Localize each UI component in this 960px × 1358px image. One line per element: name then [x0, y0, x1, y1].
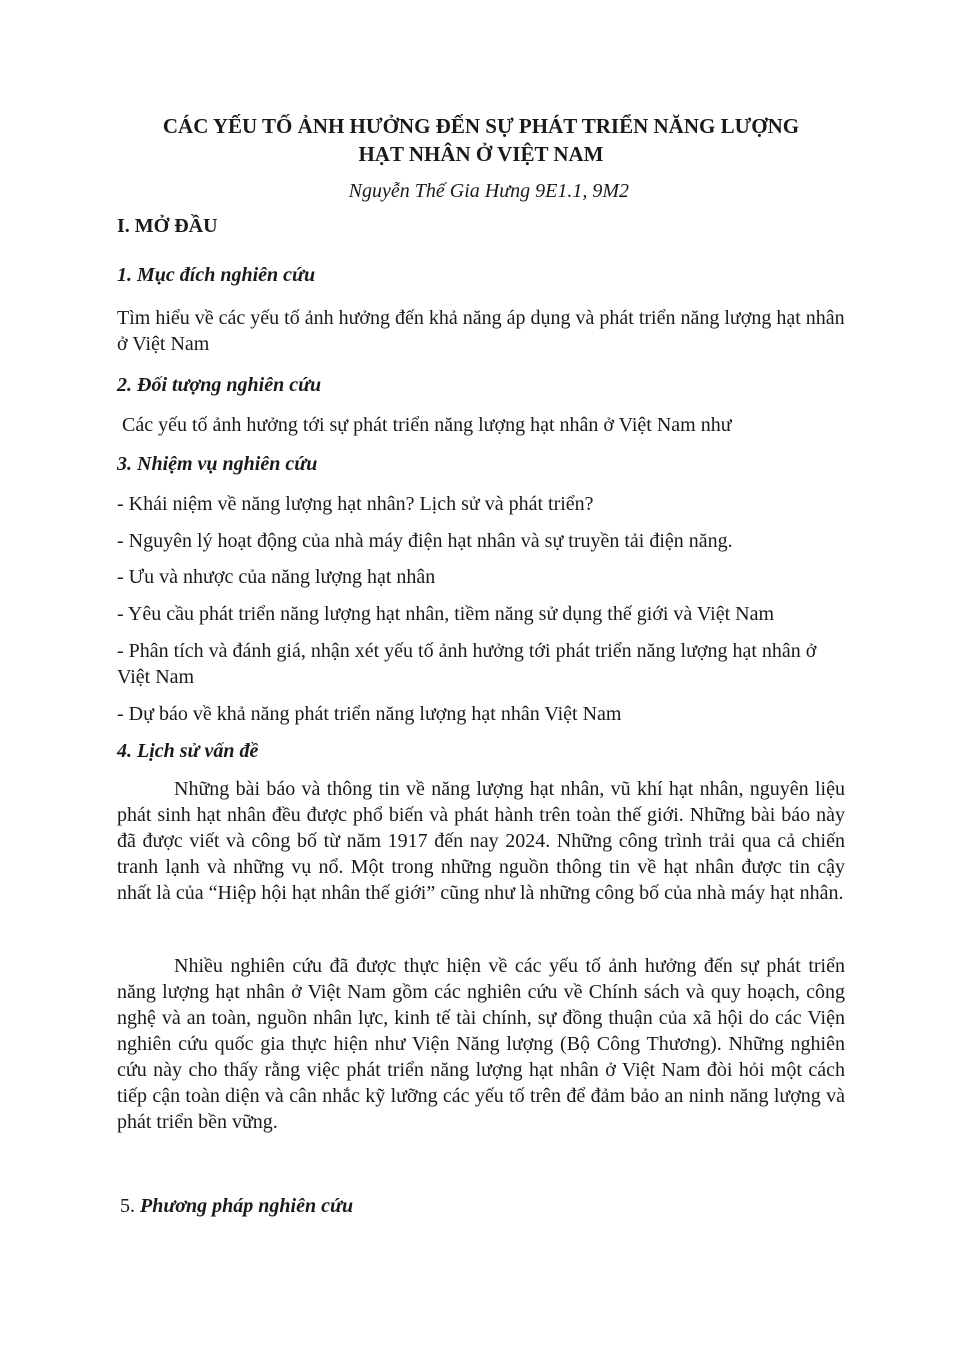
- task-item: [117, 601, 845, 627]
- task-text: - Khái niệm về năng lượng hạt nhân? Lịch sử và phát triển?: [117, 493, 594, 515]
- author-line: Nguyễn Thế Gia Hưng 9E1.1, 9M2: [348, 180, 629, 202]
- purpose-text-block: [117, 305, 845, 357]
- object-text-block: [117, 412, 845, 438]
- task-item: [117, 701, 845, 727]
- task-text: - Yêu cầu phát triển năng lượng hạt nhân, tiềm năng sử dụng thế giới và Việt Nam: [117, 603, 775, 625]
- task-item: [117, 638, 845, 690]
- document-title-line-1: CÁC YẾU TỐ ẢNH HƯỞNG ĐẾN SỰ PHÁT TRIỂN NĂNG LƯỢNG: [162, 114, 800, 138]
- subsection-heading-purpose: 1. Mục đích nghiên cứu: [117, 264, 316, 286]
- purpose-text: Tìm hiểu về các yếu tố ảnh hưởng đến khả năng áp dụng và phát triển năng lượng hạt nhân ở Việt Nam: [117, 307, 845, 355]
- methods-number: 5.: [120, 1195, 140, 1217]
- document-page: [117, 112, 845, 238]
- task-item: [117, 528, 845, 554]
- history-paragraph-1: Những bài báo và thông tin về năng lượng hạt nhân, vũ khí hạt nhân, nguyên liệu phát sinh hạt nhân đều được phổ biến và phát hành trên toàn thế giới. Những bài báo này đã được viết và công bố từ năm 1917 đến nay 2024. Những công trình trải qua cả chiến tranh lạnh và những vụ nổ. Một trong những nguồn thông tin về hạt nhân được tin cậy nhất là của “Hiệp hội hạt nhân thế giới” cũng như là những công bố của nhà máy hạt nhân.: [117, 778, 845, 904]
- subsection-heading-history: 4. Lịch sử vấn đề: [117, 740, 259, 762]
- subsection-history: [117, 739, 845, 763]
- task-text: - Phân tích và đánh giá, nhận xét yếu tố ảnh hưởng tới phát triển năng lượng hạt nhân ở Việt Nam: [117, 640, 817, 688]
- history-paragraph-2: Nhiều nghiên cứu đã được thực hiện về các yếu tố ảnh hưởng đến sự phát triển năng lượng hạt nhân ở Việt Nam gồm các nghiên cứu về Chính sách và quy hoạch, công nghệ và an toàn, nguồn nhân lực, kinh tế tài chính, sự đồng thuận của xã hội do các Viện nghiên cứu quốc gia thực hiện như Viện Năng lượng (Bộ Công Thương). Những nghiên cứu này cho thấy rằng việc phát triển năng lượng hạt nhân ở Việt Nam đòi hỏi một cách tiếp cận toàn diện và cân nhắc kỹ lưỡng các yếu tố trên để đảm bảo an ninh năng lượng và phát triển bền vững.: [117, 955, 845, 1133]
- section-heading-intro: I. MỞ ĐẦU: [117, 215, 218, 237]
- subsection-purpose: [117, 263, 845, 287]
- subsection-tasks: [117, 452, 845, 476]
- history-paragraph-1-block: [117, 776, 845, 906]
- subsection-object: [117, 373, 845, 397]
- task-text: - Ưu và nhược của năng lượng hạt nhân: [117, 566, 436, 588]
- object-text: Các yếu tố ảnh hưởng tới sự phát triển năng lượng hạt nhân ở Việt Nam như: [117, 414, 732, 436]
- task-text: - Nguyên lý hoạt động của nhà máy điện hạt nhân và sự truyền tải điện năng.: [117, 530, 733, 552]
- subsection-heading-object: 2. Đối tượng nghiên cứu: [117, 374, 322, 396]
- task-item: [117, 491, 845, 517]
- task-text: - Dự báo về khả năng phát triển năng lượng hạt nhân Việt Nam: [117, 703, 622, 725]
- subsection-heading-tasks: 3. Nhiệm vụ nghiên cứu: [117, 453, 318, 475]
- document-title-line-2: HẠT NHÂN Ở VIỆT NAM: [358, 142, 604, 166]
- subsection-heading-methods: [120, 1193, 848, 1219]
- history-paragraph-2-block: [117, 953, 845, 1135]
- subsection-methods: [120, 1193, 848, 1219]
- task-item: [117, 564, 845, 590]
- methods-title: Phương pháp nghiên cứu: [140, 1195, 354, 1217]
